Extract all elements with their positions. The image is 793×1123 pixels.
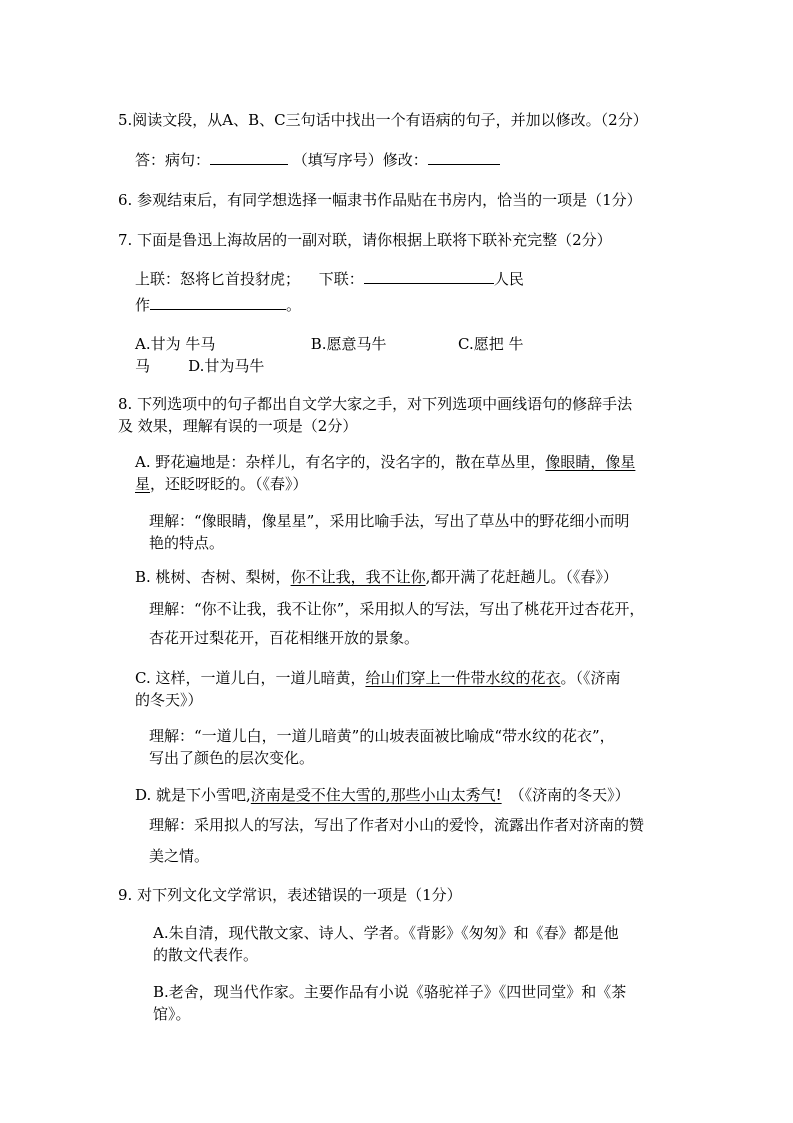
q8-a-underlined-cont: 星	[135, 475, 151, 493]
q6-stem: 6. 参观结束后，有同学想选择一幅隶书作品贴在书房内，恰当的一项是（1分）	[118, 191, 642, 209]
q8-option-d	[135, 784, 630, 806]
q8-c-source: 。（《济南	[560, 669, 621, 687]
q8-a-explanation-1: 理解：“像眼睛，像星星”，采用比喻手法，写出了草丛中的野花细小而明	[149, 512, 630, 530]
q8-c-text: C. 这样，一道儿白，一道儿暗黄，	[135, 669, 366, 687]
q8-option-c	[135, 667, 621, 689]
q8-a-source: ，还眨呀眨的。（《春》）	[150, 475, 308, 493]
q8-stem-line2: 及 效果，理解有误的一项是（2分）	[118, 417, 358, 435]
q8-b-explanation-1: 理解：“你不让我，我不让你”，采用拟人的写法，写出了桃花开过杏花开，	[149, 600, 645, 618]
q8-b-text: B. 桃树、杏树、梨树，	[135, 568, 291, 586]
q7-lower-blank-1[interactable]	[364, 268, 494, 284]
q8-option-a	[135, 451, 635, 473]
q8-d-explanation-2: 美之情。	[149, 847, 210, 865]
q7-couplet-line	[135, 268, 524, 290]
q7-lower-mid: 人民	[493, 270, 524, 288]
q8-option-b	[135, 566, 618, 588]
q7-lower-start: 作	[135, 296, 151, 314]
q9-option-a-line1: A.朱自清，现代散文家、诗人、学者。《背影》《匆匆》和《春》都是他	[153, 924, 619, 942]
q8-option-a-line2	[135, 473, 308, 495]
q9-option-b-line1: B.老舍，现当代作家。主要作品有小说《骆驼祥子》《四世同堂》和《茶	[153, 983, 627, 1001]
q5-answer-line	[135, 149, 500, 171]
q5-answer-label: 答：病句：	[135, 151, 211, 169]
q5-sentence-blank[interactable]	[210, 149, 288, 165]
q8-c-source-cont: 的冬天》）	[135, 691, 203, 709]
q8-c-underlined: 给山们穿上一件带水纹的花衣	[365, 669, 561, 687]
q7-options-line1: A.甘为 牛马 B.愿意马牛 C.愿把 牛	[135, 335, 524, 353]
q8-b-source: ,都开满了花赶趟儿。（《春》）	[425, 568, 618, 586]
q8-d-text: D. 就是下小雪吧,	[135, 786, 251, 804]
q7-lower-label: 下联：	[318, 270, 364, 288]
q7-upper-couplet: 上联：怒将匕首投豺虎；	[135, 270, 301, 288]
q9-option-b-line2: 馆》。	[153, 1005, 191, 1023]
q5-stem: 5.阅读文段，从A、B、C三句话中找出一个有语病的句子，并加以修改。（2分）	[118, 111, 648, 129]
q7-lower-blank-2[interactable]	[150, 294, 286, 310]
q7-options-line2: 马 D.甘为马牛	[135, 357, 265, 375]
q7-stem: 7. 下面是鲁迅上海故居的一副对联，请你根据上联将下联补充完整（2分）	[118, 231, 612, 249]
q9-option-a-line2: 的散文代表作。	[153, 946, 259, 964]
q8-c-explanation-1: 理解：“一道儿白，一道儿暗黄”的山坡表面被比喻成“带水纹的花衣”，	[149, 727, 615, 745]
q8-d-explanation-1: 理解：采用拟人的写法，写出了作者对小山的爱怜，流露出作者对济南的赞	[149, 816, 645, 834]
q7-lower-continued	[135, 294, 301, 316]
q8-a-explanation-2: 艳的特点。	[149, 534, 225, 552]
q8-b-explanation-2: 杏花开过梨花开，百花相继开放的景象。	[149, 629, 420, 647]
q7-lower-end: 。	[286, 296, 302, 314]
q5-mid-label: （填写序号）修改：	[292, 151, 428, 169]
q8-d-source: （《济南的冬天》）	[509, 786, 630, 804]
q8-d-underlined: 济南是受不住大雪的,那些小山太秀气!	[250, 786, 502, 804]
q5-revision-blank[interactable]	[428, 149, 500, 165]
q8-b-underlined: 你不让我，我不让你	[290, 568, 426, 586]
q8-stem-line1: 8. 下列选项中的句子都出自文学大家之手，对下列选项中画线语句的修辞手法	[118, 395, 633, 413]
q9-stem: 9. 对下列文化文学常识，表述错误的一项是（1分）	[118, 886, 462, 904]
q8-a-underlined: 像眼睛，像星	[545, 453, 636, 471]
q8-a-text: A. 野花遍地是：杂样儿，有名字的，没名字的，散在草丛里，	[135, 453, 546, 471]
q8-c-explanation-2: 写出了颜色的层次变化。	[149, 749, 315, 767]
